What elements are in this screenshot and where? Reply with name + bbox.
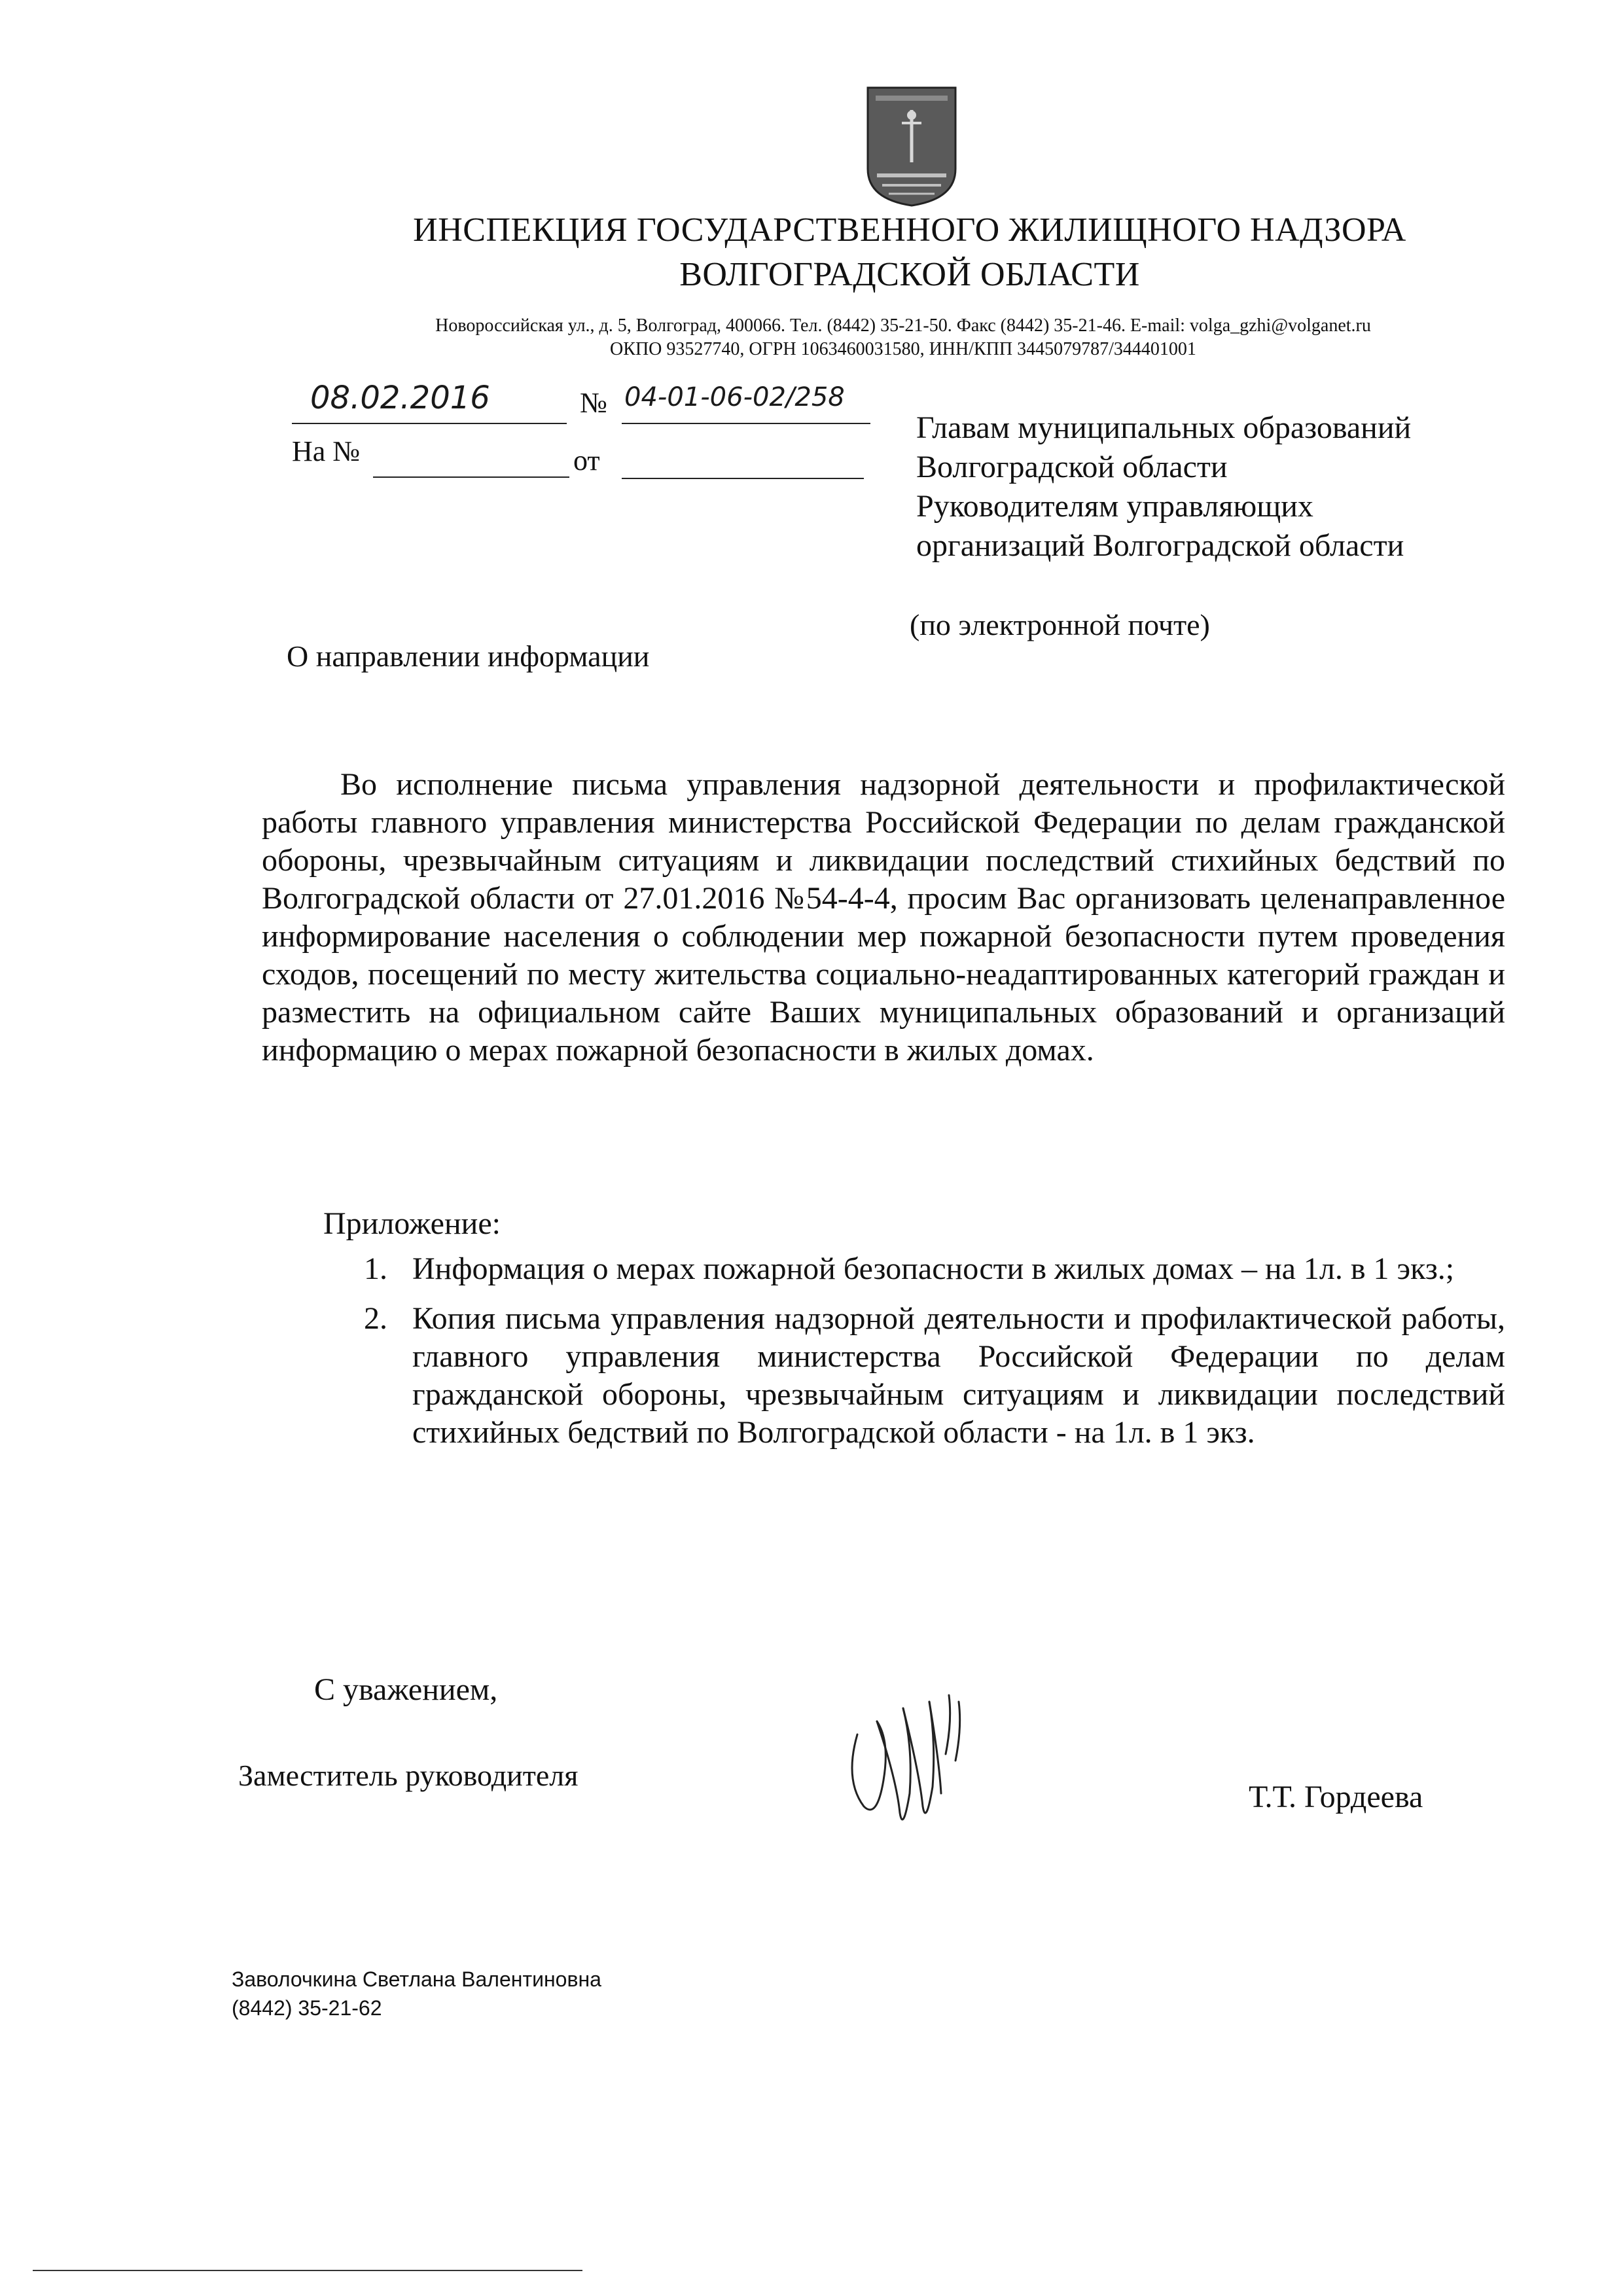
footer-divider <box>33 2270 582 2271</box>
contacts-line-2: ОКПО 93527740, ОГРН 1063460031580, ИНН/КПП 3445079787/344401001 <box>610 339 1196 359</box>
signature-icon <box>838 1682 975 1839</box>
date-field <box>292 376 567 424</box>
appendix-list <box>353 1250 1505 1463</box>
appendix-item-text: Информация о мерах пожарной безопасности в жилых домах – на 1л. в 1 экз.; <box>412 1251 1455 1286</box>
signer-name: Т.Т. Гордеева <box>1249 1780 1423 1814</box>
ref-date-field <box>622 440 864 479</box>
ref-from-label: от <box>573 444 600 476</box>
executor-block <box>232 1965 601 2022</box>
closing-regards: С уважением, <box>314 1672 498 1707</box>
appendix-item <box>353 1250 1505 1288</box>
organization-title <box>366 208 1453 297</box>
contacts-line-1: Новороссийская ул., д. 5, Волгоград, 400066. Тел. (8442) 35-21-50. Факс (8442) 35-21-46. E-mail: volga_gzhi@volganet.ru <box>435 315 1371 336</box>
title-line-1: ИНСПЕКЦИЯ ГОСУДАРСТВЕННОГО ЖИЛИЩНОГО НАДЗОРА <box>413 211 1406 249</box>
number-label: № <box>580 387 607 419</box>
handwritten-number: 04-01-06-02/258 <box>624 382 845 412</box>
letter-body: Во исполнение письма управления надзорной деятельности и профилактической работы главного управления министерства Российской Федерации по делам гражданской обороны, чрезвычайным ситуациям и ликвидации последствий стихийных бедствий по Волгоградской области от 27.01.2016 №54-4-4, просим Вас организовать целенаправленное информирование населения о соблюдении мер пожарной безопасности путем проведения сходов, посещений по месту жительства социально-неадаптированных категорий граждан и разместить на официальном сайте Ваших муниципальных образований и организаций информацию о мерах пожарной безопасности в жилых домах. <box>262 767 1505 1067</box>
title-line-2: ВОЛГОГРАДСКОЙ ОБЛАСТИ <box>679 256 1140 293</box>
handwritten-date: 08.02.2016 <box>310 380 490 416</box>
appendix-item-number: 1. <box>364 1251 387 1286</box>
addressee-block <box>916 408 1571 565</box>
addressee-line-4: организаций Волгоградской области <box>916 528 1404 563</box>
executor-name: Заволочкина Светлана Валентиновна <box>232 1967 601 1991</box>
addressee-line-2: Волгоградской области <box>916 450 1228 484</box>
letter-subject: О направлении информации <box>287 639 650 673</box>
organization-contacts <box>301 314 1505 361</box>
appendix-item-number: 2. <box>364 1301 387 1336</box>
appendix-item-text: Копия письма управления надзорной деятельности и профилактической работы, главного управления министерства Российской Федерации по делам гражданской обороны, чрезвычайным ситуациям и ликвидации последствий стихийных бедствий по Волгоградской области - на 1л. в 1 экз. <box>412 1301 1505 1450</box>
appendix-title: Приложение: <box>323 1206 501 1241</box>
ref-number-label: На № <box>292 435 361 467</box>
delivery-note: (по электронной почте) <box>910 608 1210 641</box>
number-field <box>622 376 870 424</box>
coat-of-arms-icon <box>863 84 961 208</box>
signer-position: Заместитель руководителя <box>238 1759 579 1792</box>
appendix-item <box>353 1300 1505 1452</box>
executor-phone: (8442) 35-21-62 <box>232 1996 382 2020</box>
addressee-line-3: Руководителям управляющих <box>916 489 1313 524</box>
addressee-line-1: Главам муниципальных образований <box>916 410 1412 445</box>
ref-number-field <box>373 440 569 478</box>
